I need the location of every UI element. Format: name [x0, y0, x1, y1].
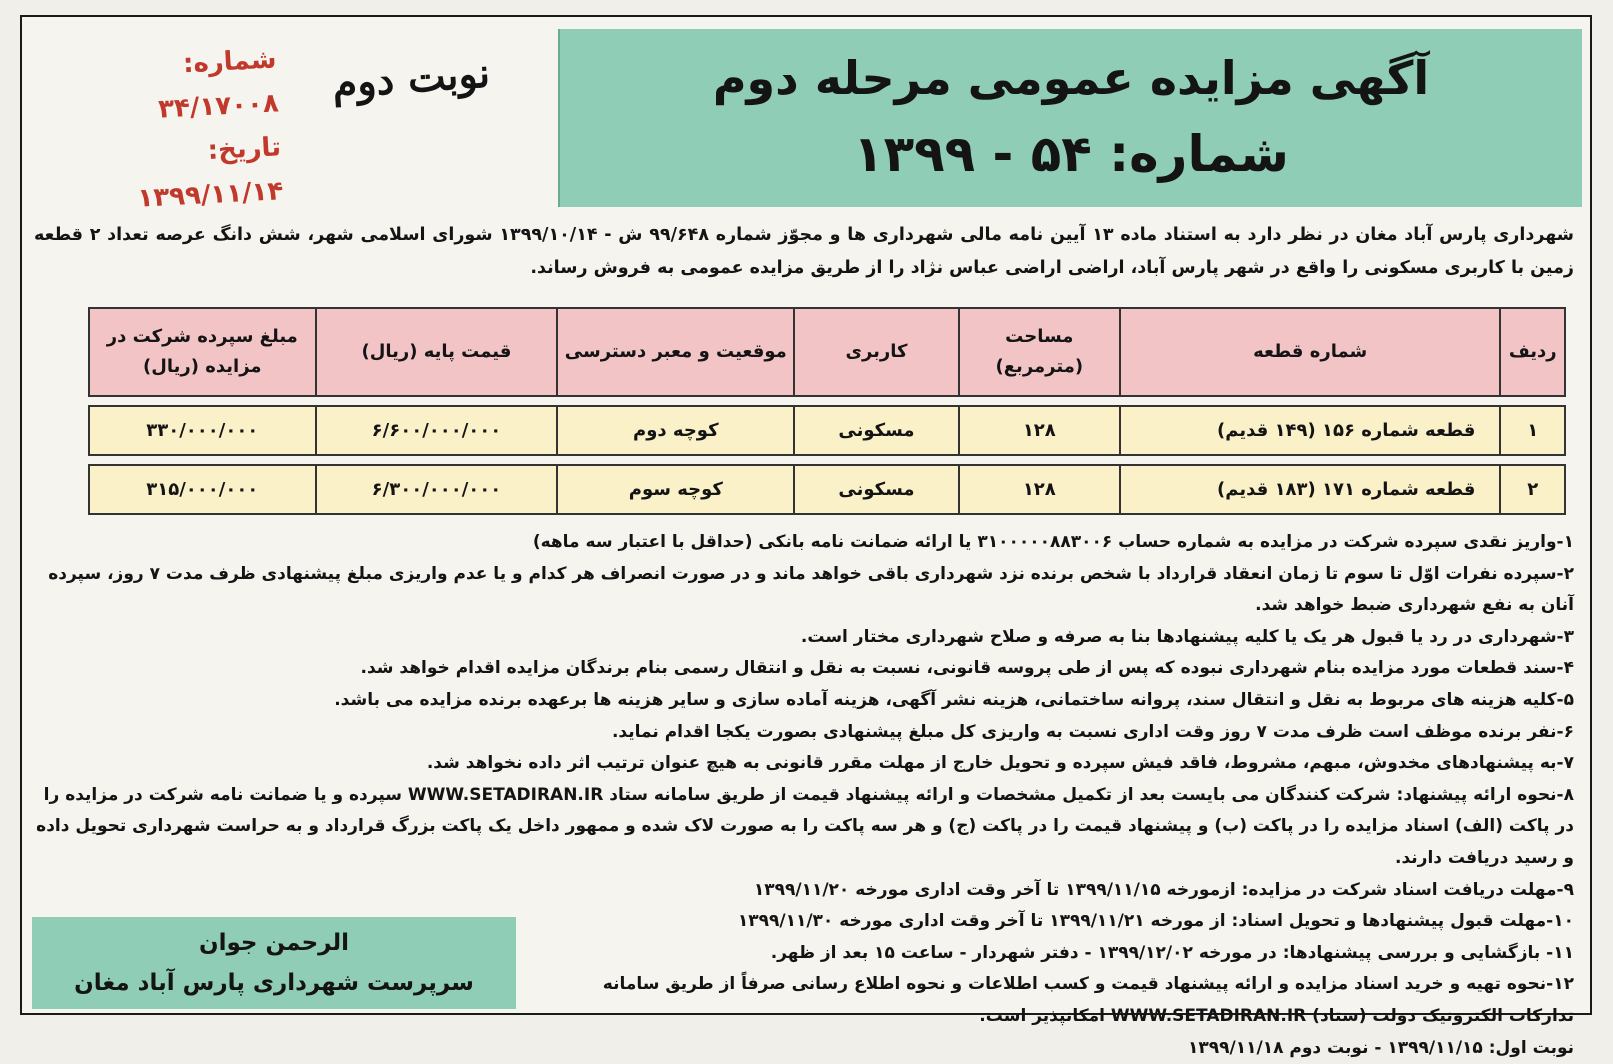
lots-table [88, 307, 1566, 515]
table-header-row [89, 308, 1565, 396]
row-area: ۱۲۸ [959, 406, 1120, 455]
header-location: موقعیت و معبر دسترسی [557, 308, 794, 396]
header-deposit: مبلغ سپرده شرکت در مزایده (ریال) [89, 308, 316, 396]
intro-paragraph: شهرداری پارس آباد مغان در نظر دارد به استناد ماده ۱۳ آیین نامه مالی شهرداری ها و مجوّز شماره ۹۹/۶۴۸ ش - ۱۳۹۹/۱۰/۱۴ شورای اسلامی شهر، شش دانگ عرصه تعداد ۲ قطعه زمین با کاربری مسکونی را واقع در شهر پارس آباد، اراضی اراضی عباس نژاد را از طریق مزایده عمومی به فروش رساند. [34, 219, 1574, 285]
row-idx: ۱ [1500, 406, 1565, 455]
term-9: ۹-مهلت دریافت اسناد شرکت در مزایده: ازمورخه ۱۳۹۹/۱۱/۱۵ تا آخر وقت اداری مورخه ۱۳۹۹/۱۱/۲۰ [34, 875, 1574, 907]
newspaper-notice [20, 15, 1592, 1015]
row-price: ۶/۶۰۰/۰۰۰/۰۰۰ [316, 406, 558, 455]
signature-box [32, 917, 516, 1009]
term-5: ۵-کلیه هزینه های مربوط به نقل و انتقال سند، پروانه ساختمانی، هزینه نشر آگهی، هزینه آماده سازی و سایر هزینه ها برعهده برنده مزایده می باشد. [34, 685, 1574, 717]
table-row [89, 465, 1565, 514]
row-use: مسکونی [794, 406, 958, 455]
term-11: ۱۱- بازگشایی و بررسی پیشنهادها: در مورخه ۱۳۹۹/۱۲/۰۲ - دفتر شهردار - ساعت ۱۵ بعد از ظهر. [34, 938, 1574, 970]
publication-dates: نوبت اول: ۱۳۹۹/۱۱/۱۵ - نوبت دوم ۱۳۹۹/۱۱/۱۸ [34, 1033, 1574, 1064]
reference-block [56, 37, 285, 224]
term-10: ۱۰-مهلت قبول پیشنهادها و تحویل اسناد: از مورخه ۱۳۹۹/۱۱/۲۱ تا آخر وقت اداری مورخه ۱۳۹۹/۱۱/۳۰ [34, 906, 1574, 938]
term-2: ۲-سپرده نفرات اوّل تا سوم تا زمان انعقاد قرارداد با شخص برنده نزد شهرداری باقی خواهد ماند و در صورت انصراف هر کدام و یا عدم واریزی مبلغ پیشنهادی ظرف مدت ۷ روز، سپرده آنان به نفع شهرداری ضبط خواهد شد. [34, 559, 1574, 622]
row-deposit: ۳۳۰/۰۰۰/۰۰۰ [89, 406, 316, 455]
notice-title: آگهی مزایده عمومی مرحله دوم [560, 51, 1582, 105]
publication-round: نوبت دوم [331, 50, 492, 108]
term-12: ۱۲-نحوه تهیه و خرید اسناد مزایده و ارائه پیشنهاد قیمت و کسب اطلاعات و نحوه اطلاع رسانی صرفاً از طریق سامانه تدارکات الکترونیک دولت (ستاد) WWW.SETADIRAN.IR امکانپذیر است. [534, 969, 1574, 1032]
header-price: قیمت پایه (ریال) [316, 308, 558, 396]
table-row [89, 406, 1565, 455]
row-idx: ۲ [1500, 465, 1565, 514]
signatory-name: الرحمن جوان [32, 923, 516, 963]
reference-number: شماره: ۳۴/۱۷۰۰۸ [56, 37, 280, 136]
row-parcel: قطعه شماره ۱۷۱ (۱۸۳ قدیم) [1120, 465, 1501, 514]
title-banner [558, 29, 1582, 207]
term-3: ۳-شهرداری در رد یا قبول هر یک یا کلیه پیشنهادها بنا به صرفه و صلاح شهرداری مختار است. [34, 622, 1574, 654]
header-area: مساحت (مترمربع) [959, 308, 1120, 396]
signatory-title: سرپرست شهرداری پارس آباد مغان [32, 963, 516, 1003]
term-7: ۷-به پیشنهادهای مخدوش، مبهم، مشروط، فاقد فیش سپرده و تحویل خارج از مهلت مقرر قانونی به هیچ عنوان ترتیب اثر داده نخواهد شد. [34, 748, 1574, 780]
row-location: کوچه دوم [557, 406, 794, 455]
row-price: ۶/۳۰۰/۰۰۰/۰۰۰ [316, 465, 558, 514]
notice-number: شماره: ۵۴ - ۱۳۹۹ [560, 125, 1582, 183]
row-parcel: قطعه شماره ۱۵۶ (۱۴۹ قدیم) [1120, 406, 1501, 455]
header-idx: ردیف [1500, 308, 1565, 396]
term-6: ۶-نفر برنده موظف است ظرف مدت ۷ روز وقت اداری نسبت به واریزی کل مبلغ پیشنهادی بصورت یکجا اقدام نماید. [34, 717, 1574, 749]
header-use: کاربری [794, 308, 958, 396]
row-deposit: ۳۱۵/۰۰۰/۰۰۰ [89, 465, 316, 514]
term-8: ۸-نحوه ارائه پیشنهاد: شرکت کنندگان می بایست بعد از تکمیل مشخصات و ارائه پیشنهاد قیمت از طریق سامانه ستاد WWW.SETADIRAN.IR سپرده و یا ضمانت نامه شرکت در مزایده را در پاکت (الف) اسناد مزایده را در پاکت (ب) و پیشنهاد قیمت را در پاکت (ج) و هر سه پاکت را به صورت لاک شده و ممهور داخل یک پاکت بزرگ قرارداد و به حراست شهرداری تحویل داده و رسید دریافت دارند. [34, 780, 1574, 875]
term-4: ۴-سند قطعات مورد مزایده بنام شهرداری نبوده که پس از طی پروسه قانونی، نسبت به نقل و انتقال رسمی بنام برندگان مزایده اقدام خواهد شد. [34, 653, 1574, 685]
row-use: مسکونی [794, 465, 958, 514]
row-area: ۱۲۸ [959, 465, 1120, 514]
row-location: کوچه سوم [557, 465, 794, 514]
term-1: ۱-واریز نقدی سپرده شرکت در مزایده به شماره حساب ۳۱۰۰۰۰۰۸۸۳۰۰۶ یا ارائه ضمانت نامه بانکی (حداقل با اعتبار سه ماهه) [34, 527, 1574, 559]
header-parcel: شماره قطعه [1120, 308, 1501, 396]
reference-date: تاریخ: ۱۳۹۹/۱۱/۱۴ [60, 125, 284, 224]
